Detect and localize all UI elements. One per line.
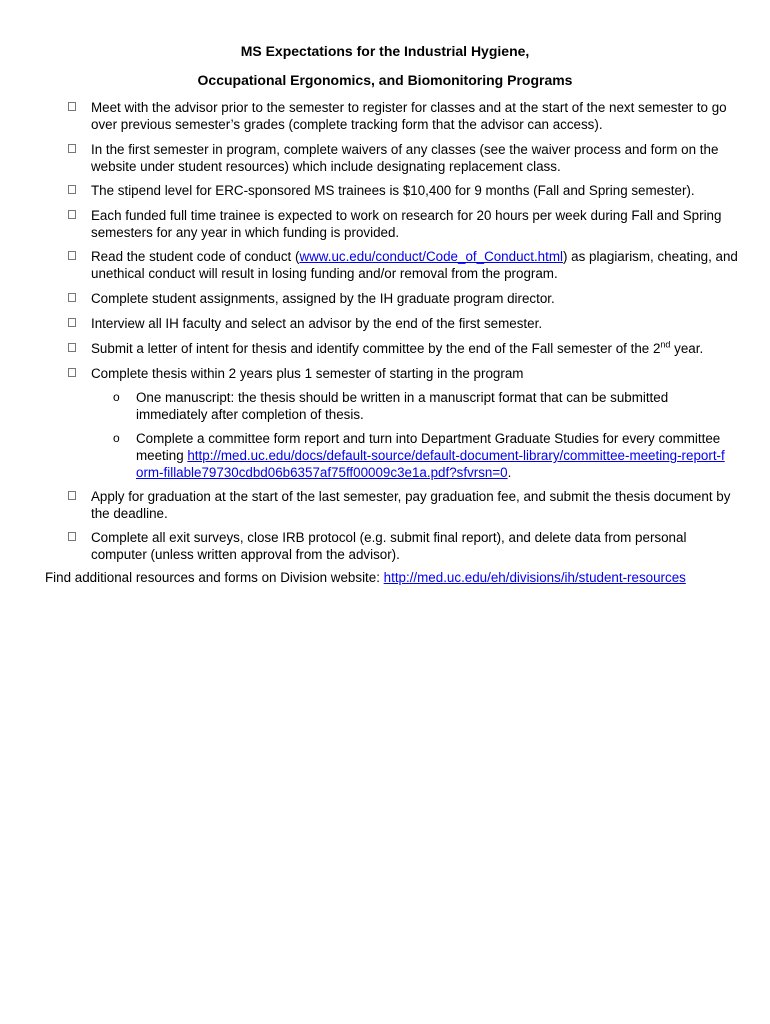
checklist-item-text: Each funded full time trainee is expected to work on research for 20 hours per week during Fall and Spring semesters for any year in which funding is provided. xyxy=(91,208,722,240)
checklist-item-text: Meet with the advisor prior to the semester to register for classes and at the start of the next semester to go over previous semester’s grades (complete tracking form that the advisor can access). xyxy=(91,100,727,132)
checklist-item-text: Complete all exit surveys, close IRB protocol (e.g. submit final report), and delete data from personal computer (unless written approval from the advisor). xyxy=(91,530,687,562)
checkbox-icon xyxy=(68,185,76,194)
checkbox-icon xyxy=(68,343,76,352)
circle-bullet-icon: o xyxy=(113,431,120,445)
checkbox-icon xyxy=(68,532,76,541)
checklist-item-text: Complete student assignments, assigned by the IH graduate program director. xyxy=(91,291,555,306)
checklist-item-text: Apply for graduation at the start of the last semester, pay graduation fee, and submit the thesis document by the deadline. xyxy=(91,489,731,521)
footer-resources: Find additional resources and forms on Division website: http://med.uc.edu/eh/divisions/ih/student-resources xyxy=(45,570,686,585)
circle-bullet-icon: o xyxy=(113,390,120,404)
document-title-line-1: MS Expectations for the Industrial Hygiene, xyxy=(240,43,530,59)
document-title-line-2: Occupational Ergonomics, and Biomonitoring Programs xyxy=(197,72,573,88)
checklist-item-text: In the first semester in program, complete waivers of any classes (see the waiver process and form on the website under student resources) which include designating replacement class. xyxy=(91,142,719,174)
checkbox-icon xyxy=(68,144,76,153)
checkbox-icon xyxy=(68,293,76,302)
checkbox-icon xyxy=(68,318,76,327)
checkbox-icon xyxy=(68,251,76,260)
checklist-item-text: Submit a letter of intent for thesis and identify committee by the end of the Fall semester of the 2nd year. xyxy=(91,339,704,356)
checklist-item-text: Interview all IH faculty and select an advisor by the end of the first semester. xyxy=(91,316,543,331)
checkbox-icon xyxy=(68,210,76,219)
sub-list-item-text: One manuscript: the thesis should be written in a manuscript format that can be submitted immediately after completion of thesis. xyxy=(136,390,669,422)
checkbox-icon xyxy=(68,491,76,500)
checkbox-icon xyxy=(68,102,76,111)
committee-form-link[interactable]: http://med.uc.edu/docs/default-source/default-document-library/committee-meeting-report-form-fillable79730cdbd06b6357af75ff00009c3e1a.pdf?sfvrsn=0 xyxy=(136,448,725,480)
student-resources-link[interactable]: http://med.uc.edu/eh/divisions/ih/student-resources xyxy=(383,570,686,585)
sub-list-item-text: Complete a committee form report and turn into Department Graduate Studies for every committee meeting http://med.uc.edu/docs/default-source/default-document-library/committee-meeting-report-form-fillable79730cdbd06b6357af75ff00009c3e1a.pdf?sfvrsn=0. xyxy=(136,431,725,480)
checklist-item-text: Complete thesis within 2 years plus 1 semester of starting in the program xyxy=(91,366,524,381)
checklist-item-text: The stipend level for ERC-sponsored MS trainees is $10,400 for 9 months (Fall and Spring semester). xyxy=(91,183,695,198)
code-of-conduct-link[interactable]: www.uc.edu/conduct/Code_of_Conduct.html xyxy=(299,249,563,264)
checkbox-icon xyxy=(68,368,76,377)
checklist-item-text: Read the student code of conduct (www.uc.edu/conduct/Code_of_Conduct.html) as plagiarism, cheating, and unethical conduct will result in losing funding and/or removal from the program. xyxy=(91,249,738,281)
